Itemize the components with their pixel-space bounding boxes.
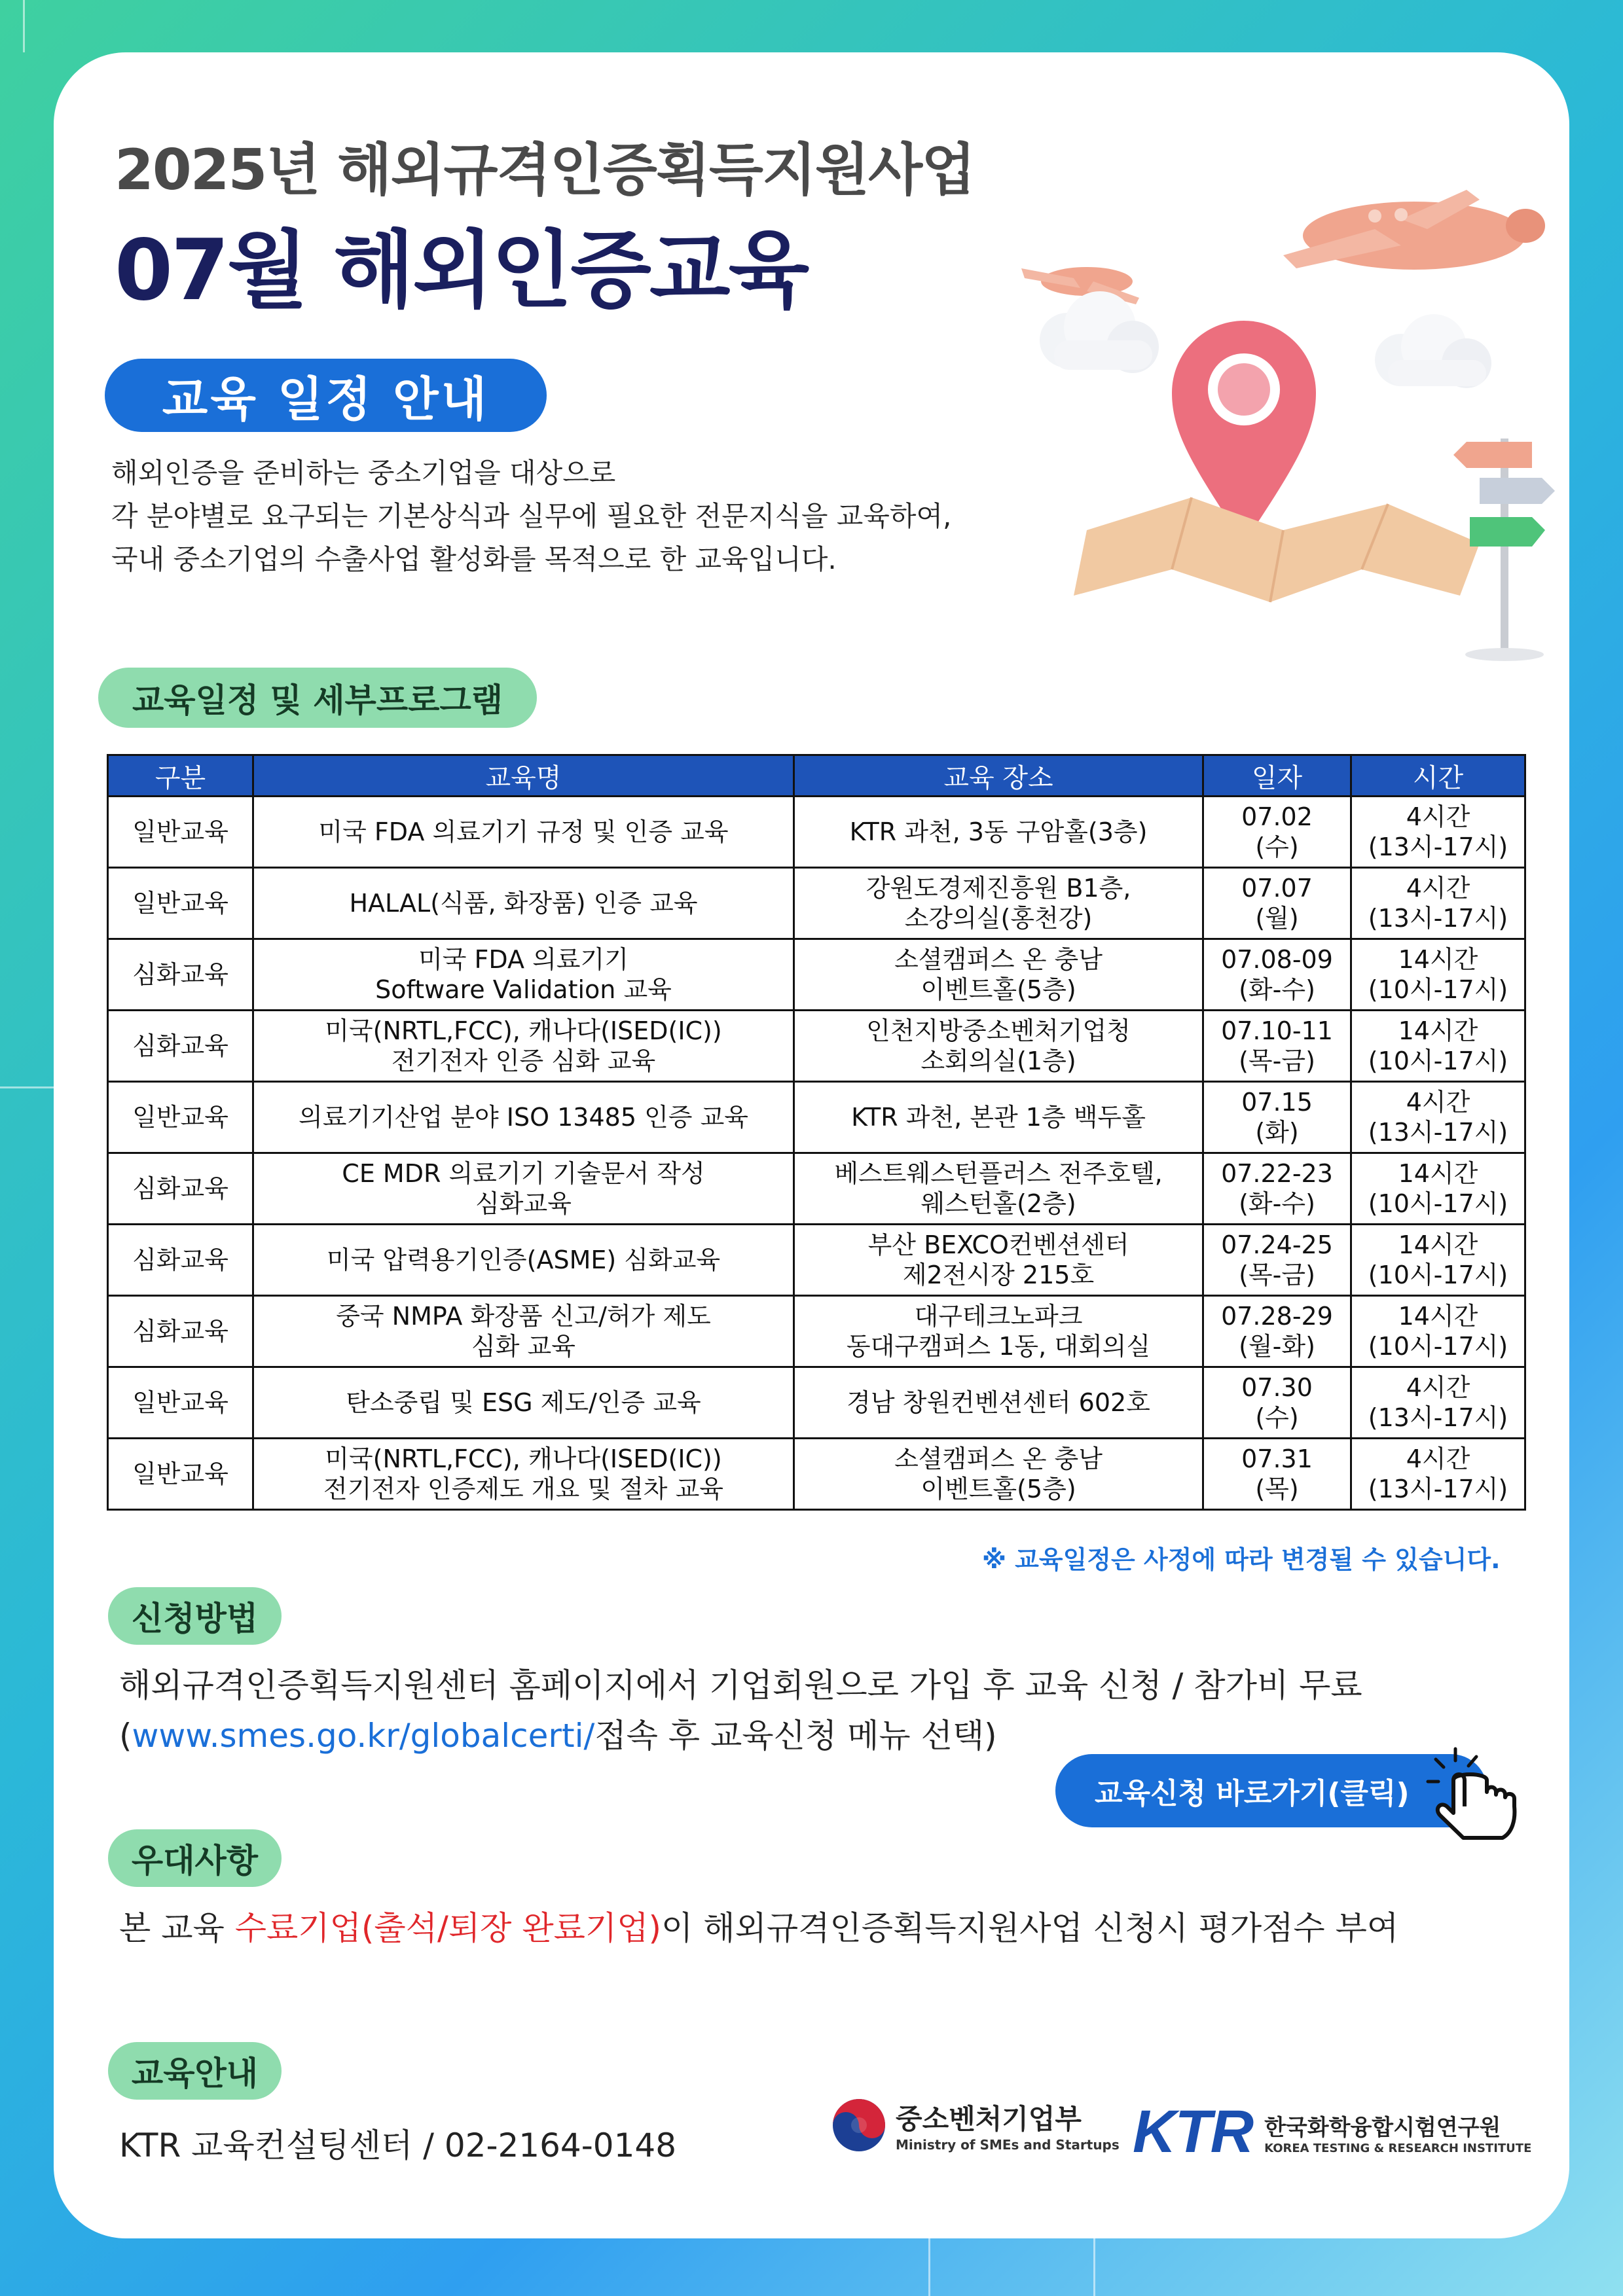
benefit-suffix: 이 해외규격인증획득지원사업 신청시 평가점수 부여 <box>661 1909 1399 1947</box>
ministry-logo <box>831 2098 1120 2153</box>
location-cell: 부산 BEXCO컨벤션센터 제2전시장 215호 <box>794 1225 1203 1296</box>
schedule-table <box>107 754 1526 1511</box>
table-row <box>108 1367 1525 1439</box>
category-cell: 일반교육 <box>108 1367 253 1439</box>
apply-url-link[interactable]: www.smes.go.kr/globalcerti/ <box>132 1717 595 1755</box>
course-cell: 미국(NRTL,FCC), 캐나다(ISED(IC)) 전기전자 인증제도 개요 및 절차 교육 <box>253 1439 794 1510</box>
table-row <box>108 1225 1525 1296</box>
course-cell: 탄소중립 및 ESG 제도/인증 교육 <box>253 1367 794 1439</box>
ministry-name: 중소벤처기업부 <box>896 2103 1082 2135</box>
background-line <box>23 0 25 52</box>
benefit-label: 우대사항 <box>108 1829 282 1887</box>
travel-illustration <box>1008 164 1558 668</box>
ktr-mark: KTR <box>1133 2098 1253 2165</box>
course-cell: 미국 압력용기인증(ASME) 심화교육 <box>253 1225 794 1296</box>
location-cell: 베스트웨스턴플러스 전주호텔, 웨스턴홀(2층) <box>794 1153 1203 1225</box>
benefit-highlight: 수료기업(출석/퇴장 완료기업) <box>234 1909 662 1947</box>
page-subtitle: 2025년 해외규격인증획득지원사업 <box>115 137 975 203</box>
table-row <box>108 1082 1525 1153</box>
table-row <box>108 1439 1525 1510</box>
time-cell: 4시간 (13시-17시) <box>1351 1439 1525 1510</box>
course-cell: 중국 NMPA 화장품 신고/허가 제도 심화 교육 <box>253 1296 794 1367</box>
category-cell: 일반교육 <box>108 797 253 868</box>
column-header: 일자 <box>1203 755 1351 797</box>
intro-line: 국내 중소기업의 수출사업 활성화를 목적으로 한 교육입니다. <box>111 543 837 575</box>
course-cell: 미국(NRTL,FCC), 캐나다(ISED(IC)) 전기전자 인증 심화 교육 <box>253 1011 794 1082</box>
date-cell: 07.08-09 (화-수) <box>1203 939 1351 1011</box>
date-cell: 07.07 (월) <box>1203 868 1351 939</box>
course-cell: 미국 FDA 의료기기 Software Validation 교육 <box>253 939 794 1011</box>
date-cell: 07.02 (수) <box>1203 797 1351 868</box>
column-header: 교육 장소 <box>794 755 1203 797</box>
category-cell: 심화교육 <box>108 1153 253 1225</box>
ktr-logo <box>1133 2098 1531 2166</box>
location-cell: 소셜캠퍼스 온 충남 이벤트홀(5층) <box>794 1439 1203 1510</box>
location-cell: KTR 과천, 본관 1층 백두홀 <box>794 1082 1203 1153</box>
date-cell: 07.24-25 (목-금) <box>1203 1225 1351 1296</box>
category-cell: 심화교육 <box>108 939 253 1011</box>
ktr-name-en: KOREA TESTING & RESEARCH INSTITUTE <box>1264 2141 1532 2155</box>
table-row <box>108 1296 1525 1367</box>
date-cell: 07.22-23 (화-수) <box>1203 1153 1351 1225</box>
apply-url-line <box>119 1710 997 1757</box>
course-cell: CE MDR 의료기기 기술문서 작성 심화교육 <box>253 1153 794 1225</box>
contact-label: 교육안내 <box>108 2042 282 2100</box>
table-row <box>108 939 1525 1011</box>
date-cell: 07.28-29 (월-화) <box>1203 1296 1351 1367</box>
table-row <box>108 1011 1525 1082</box>
location-cell: 강원도경제진흥원 B1층, 소강의실(홍천강) <box>794 868 1203 939</box>
time-cell: 14시간 (10시-17시) <box>1351 1225 1525 1296</box>
location-cell: 인천지방중소벤처기업청 소회의실(1층) <box>794 1011 1203 1082</box>
benefit-text <box>119 1902 1398 1949</box>
table-header-row <box>108 755 1525 797</box>
apply-url-suffix: 접속 후 교육신청 메뉴 선택) <box>594 1717 997 1755</box>
table-row <box>108 868 1525 939</box>
time-cell: 4시간 (13시-17시) <box>1351 1367 1525 1439</box>
ministry-name-en: Ministry of SMEs and Startups <box>896 2137 1120 2153</box>
category-cell: 심화교육 <box>108 1296 253 1367</box>
time-cell: 14시간 (10시-17시) <box>1351 1296 1525 1367</box>
time-cell: 4시간 (13시-17시) <box>1351 868 1525 939</box>
map-icon <box>1074 497 1480 602</box>
page-title: 07월 해외인증교육 <box>115 222 808 319</box>
apply-button-label: 교육신청 바로가기(클릭) <box>1095 1777 1410 1810</box>
course-cell: HALAL(식품, 화장품) 인증 교육 <box>253 868 794 939</box>
schedule-change-note: ※ 교육일정은 사정에 따라 변경될 수 있습니다. <box>982 1545 1501 1574</box>
background-line <box>928 2238 930 2296</box>
location-cell: 대구테크노파크 동대구캠퍼스 1동, 대회의실 <box>794 1296 1203 1367</box>
location-cell: KTR 과천, 3동 구암홀(3층) <box>794 797 1203 868</box>
date-cell: 07.15 (화) <box>1203 1082 1351 1153</box>
date-cell: 07.10-11 (목-금) <box>1203 1011 1351 1082</box>
table-row <box>108 797 1525 868</box>
apply-method-text: 해외규격인증획득지원센터 홈페이지에서 기업회원으로 가입 후 교육 신청 / 참가비 무료 <box>119 1666 1362 1704</box>
open-paren: ( <box>119 1717 132 1755</box>
location-cell: 경남 창원컨벤션센터 602호 <box>794 1367 1203 1439</box>
intro-line: 각 분야별로 요구되는 기본상식과 실무에 필요한 전문지식을 교육하여, <box>111 500 952 532</box>
large-airplane-icon <box>1283 190 1545 270</box>
cloud-icon <box>1375 314 1491 388</box>
background-line <box>1093 2238 1095 2296</box>
intro-text <box>111 452 951 581</box>
apply-method-label: 신청방법 <box>108 1587 282 1645</box>
time-cell: 14시간 (10시-17시) <box>1351 939 1525 1011</box>
ktr-name: 한국화학융합시험연구원 <box>1264 2114 1501 2141</box>
category-cell: 심화교육 <box>108 1225 253 1296</box>
intro-line: 해외인증을 준비하는 중소기업을 대상으로 <box>111 457 616 489</box>
time-cell: 14시간 (10시-17시) <box>1351 1011 1525 1082</box>
contact-text: KTR 교육컨설팅센터 / 02-2164-0148 <box>119 2126 677 2164</box>
background-line <box>0 1086 54 1088</box>
schedule-info-badge: 교육 일정 안내 <box>105 359 547 432</box>
date-cell: 07.31 (목) <box>1203 1439 1351 1510</box>
category-cell: 일반교육 <box>108 868 253 939</box>
category-cell: 일반교육 <box>108 1082 253 1153</box>
benefit-prefix: 본 교육 <box>119 1909 235 1947</box>
column-header: 시간 <box>1351 755 1525 797</box>
time-cell: 14시간 (10시-17시) <box>1351 1153 1525 1225</box>
column-header: 교육명 <box>253 755 794 797</box>
column-header: 구분 <box>108 755 253 797</box>
cloud-icon <box>1040 291 1159 373</box>
course-cell: 의료기기산업 분야 ISO 13485 인증 교육 <box>253 1082 794 1153</box>
program-section-label: 교육일정 및 세부프로그램 <box>98 668 537 728</box>
location-cell: 소셜캠퍼스 온 충남 이벤트홀(5층) <box>794 939 1203 1011</box>
table-row <box>108 1153 1525 1225</box>
taegeuk-emblem-icon <box>831 2098 886 2153</box>
time-cell: 4시간 (13시-17시) <box>1351 797 1525 868</box>
course-cell: 미국 FDA 의료기기 규정 및 인증 교육 <box>253 797 794 868</box>
time-cell: 4시간 (13시-17시) <box>1351 1082 1525 1153</box>
hand-pointer-icon <box>1424 1741 1529 1846</box>
category-cell: 심화교육 <box>108 1011 253 1082</box>
apply-shortcut-button[interactable] <box>1055 1754 1487 1827</box>
date-cell: 07.30 (수) <box>1203 1367 1351 1439</box>
category-cell: 일반교육 <box>108 1439 253 1510</box>
